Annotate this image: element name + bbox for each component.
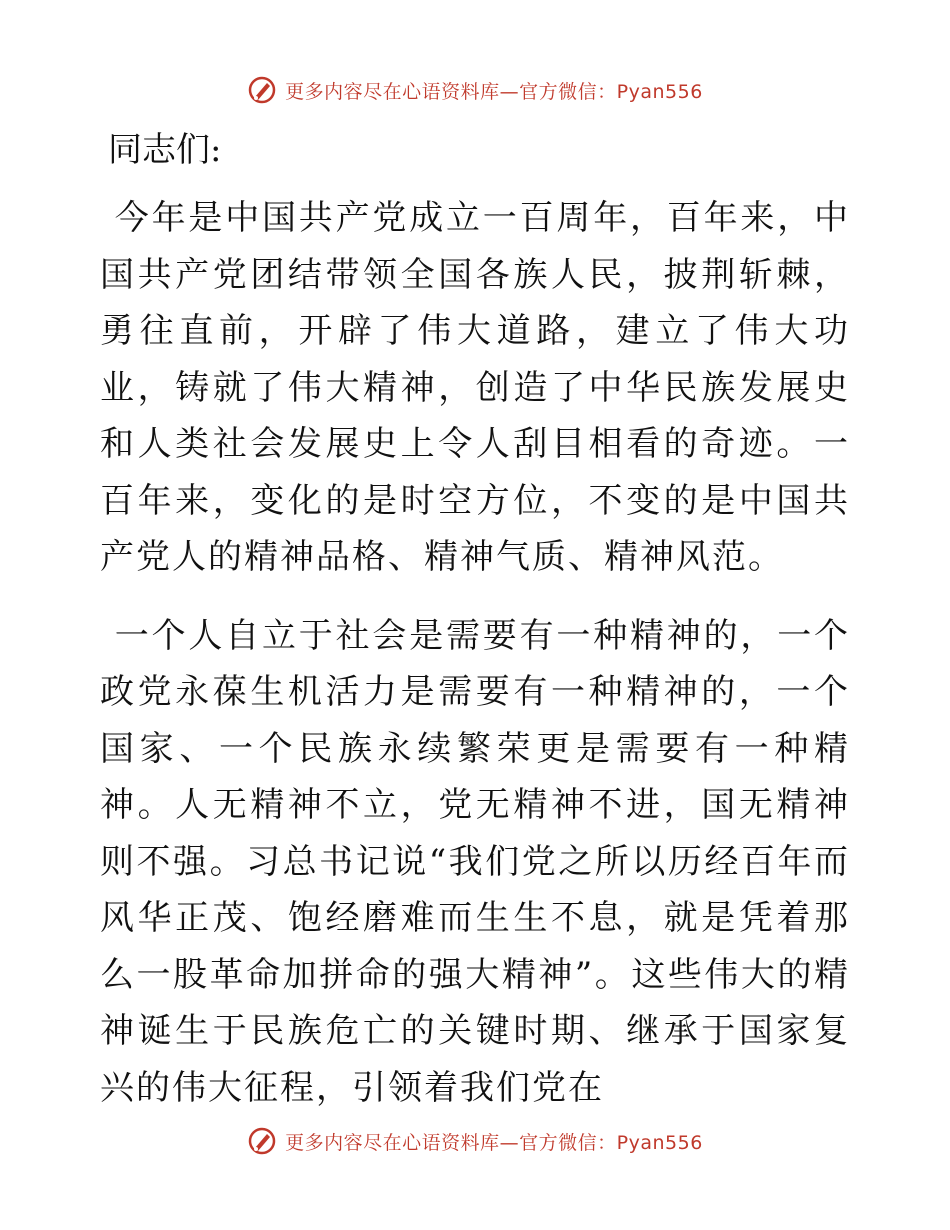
paragraph-1-text: 今年是中国共产党成立一百周年，百年来，中国共产党团结带领全国各族人民，披荆斩棘，勇往直前，开辟了伟大道路，建立了伟大功业，铸就了伟大精神，创造了中华民族发展史和人类社会发展史上令人刮目相看的奇迹。一百年来，变化的是时空方位，不变的是中国共产党人的精神品格、精神气质、精神风范。 <box>100 198 850 577</box>
watermark-title: 更多内容尽在心语资料库 <box>285 1131 500 1154</box>
watermark-title: 更多内容尽在心语资料库 <box>285 80 500 103</box>
paragraph-2 <box>100 608 850 1117</box>
watermark-contact: 官方微信：Pyan556 <box>519 80 703 103</box>
watermark-separator: — <box>499 80 520 103</box>
watermark-separator: — <box>499 1131 520 1154</box>
watermark-text <box>285 77 703 104</box>
pen-seal-icon <box>247 75 277 105</box>
watermark-contact: 官方微信：Pyan556 <box>519 1131 703 1154</box>
header-watermark <box>0 70 950 110</box>
salutation: 同志们: <box>108 130 222 170</box>
watermark-text <box>285 1128 703 1155</box>
paragraph-2-text: 一个人自立于社会是需要有一种精神的，一个政党永葆生机活力是需要有一种精神的，一个国家、一个民族永续繁荣更是需要有一种精神。人无精神不立，党无精神不进，国无精神则不强。习总书记说“我们党之所以历经百年而风华正茂、饱经磨难而生生不息，就是凭着那么一股革命加拼命的强大精神”。这些伟大的精神诞生于民族危亡的关键时期、继承于国家复兴的伟大征程，引领着我们党在 <box>100 615 850 1108</box>
footer-watermark <box>0 1121 950 1161</box>
pen-seal-icon <box>247 1126 277 1156</box>
paragraph-1 <box>100 190 850 586</box>
document-body <box>100 122 850 1138</box>
